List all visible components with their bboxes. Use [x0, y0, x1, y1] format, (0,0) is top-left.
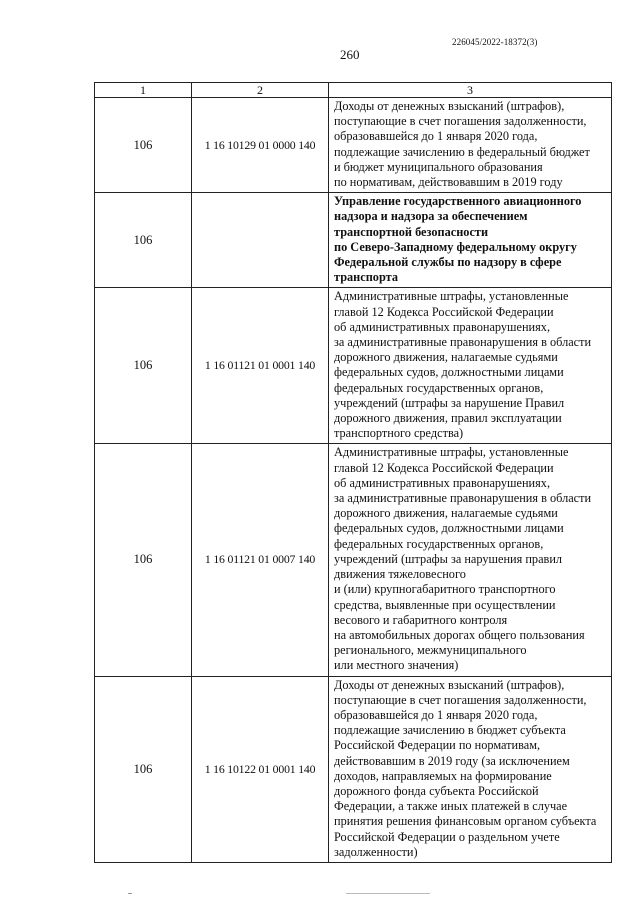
description-line: надзора и надзора за обеспечением: [334, 209, 528, 224]
description-line: и бюджет муниципального образования: [334, 159, 543, 174]
description-line: задолженности): [334, 844, 418, 859]
description-line: образовавшейся до 1 января 2020 года,: [334, 129, 538, 144]
description-line: федеральных государственных органов,: [334, 380, 544, 395]
description-line: Управление государственного авиационного: [334, 194, 582, 209]
description-line: учреждений (штрафы за нарушение Правил: [334, 395, 565, 410]
description-line: Доходы от денежных взысканий (штрафов),: [334, 677, 565, 692]
description-line: дорожного фонда субъекта Российской: [334, 783, 539, 798]
description-line: дорожного движения, правил эксплуатации: [334, 411, 562, 426]
column-header-3: 3: [329, 83, 612, 98]
table-header-row: [95, 83, 612, 98]
table-row: [95, 676, 612, 862]
admin-code-cell: 106: [95, 444, 192, 676]
description-line: на автомобильных дорогах общего пользования: [334, 627, 585, 642]
description-cell: [329, 288, 612, 444]
description-line: главой 12 Кодекса Российской Федерации: [334, 460, 554, 475]
column-header-2: 2: [192, 83, 329, 98]
description-line: доходов, направляемых на формирование: [334, 768, 552, 783]
description-line: действовавшим в 2019 году (за исключением: [334, 753, 570, 768]
revenue-codes-table: [94, 82, 612, 863]
description-line: по Северо-Западному федеральному округу: [334, 239, 577, 254]
description-cell: [329, 193, 612, 288]
table-row: [95, 98, 612, 193]
revenue-code-cell: [192, 193, 329, 288]
description-line: и (или) крупногабаритного транспортного: [334, 582, 556, 597]
description-line: по нормативам, действовавшим в 2019 году: [334, 175, 563, 190]
table-row: [95, 444, 612, 676]
footer-mark-left: [128, 893, 132, 894]
revenue-code-cell: 1 16 10122 01 0001 140: [192, 676, 329, 862]
footer-mark-right: [346, 893, 430, 894]
page-number: 260: [340, 47, 360, 62]
description-line: за административные правонарушения в области: [334, 335, 592, 350]
description-line: транспортного средства): [334, 426, 464, 441]
document-id: 226045/2022-18372(3): [452, 37, 538, 47]
column-header-1: 1: [95, 83, 192, 98]
admin-code-cell: 106: [95, 193, 192, 288]
description-line: федеральных государственных органов,: [334, 536, 544, 551]
description-line: дорожного движения, налагаемые судьями: [334, 350, 558, 365]
admin-code-cell: 106: [95, 676, 192, 862]
description-line: Административные штрафы, установленные: [334, 289, 569, 304]
description-cell: [329, 444, 612, 676]
description-line: поступающие в счет погашения задолженности,: [334, 692, 587, 707]
table-row: [95, 193, 612, 288]
description-line: главой 12 Кодекса Российской Федерации: [334, 304, 554, 319]
description-cell: [329, 98, 612, 193]
description-line: Федеральной службы по надзору в сфере: [334, 255, 562, 270]
revenue-code-cell: 1 16 01121 01 0007 140: [192, 444, 329, 676]
description-line: поступающие в счет погашения задолженности,: [334, 114, 587, 129]
description-line: федеральных судов, должностными лицами: [334, 365, 564, 380]
description-line: Доходы от денежных взысканий (штрафов),: [334, 99, 565, 113]
description-line: Российской Федерации по нормативам,: [334, 738, 541, 753]
description-line: учреждений (штрафы за нарушения правил: [334, 551, 563, 566]
description-line: Российской Федерации о раздельном учете: [334, 829, 560, 844]
description-line: средства, выявленные при осуществлении: [334, 597, 556, 612]
description-line: образовавшейся до 1 января 2020 года,: [334, 707, 538, 722]
description-line: транспорта: [334, 270, 398, 285]
table-row: [95, 288, 612, 444]
admin-code-cell: 106: [95, 98, 192, 193]
description-cell: [329, 676, 612, 862]
description-line: движения тяжеловесного: [334, 567, 466, 582]
description-line: весового и габаритного контроля: [334, 612, 508, 627]
description-line: принятия решения финансовым органом субъекта: [334, 814, 597, 829]
description-line: Федерации, а также иных платежей в случае: [334, 799, 568, 814]
description-line: подлежащие зачислению в федеральный бюджет: [334, 144, 590, 159]
description-line: об административных правонарушениях,: [334, 319, 551, 334]
revenue-code-cell: 1 16 01121 01 0001 140: [192, 288, 329, 444]
description-line: за административные правонарушения в области: [334, 491, 592, 506]
description-line: регионального, межмуниципального: [334, 643, 527, 658]
description-line: об административных правонарушениях,: [334, 475, 551, 490]
revenue-code-cell: 1 16 10129 01 0000 140: [192, 98, 329, 193]
description-line: дорожного движения, налагаемые судьями: [334, 506, 558, 521]
description-line: или местного значения): [334, 658, 459, 673]
description-line: Административные штрафы, установленные: [334, 445, 569, 460]
description-line: федеральных судов, должностными лицами: [334, 521, 564, 536]
admin-code-cell: 106: [95, 288, 192, 444]
description-line: транспортной безопасности: [334, 224, 489, 239]
description-line: подлежащие зачислению в бюджет субъекта: [334, 723, 566, 738]
